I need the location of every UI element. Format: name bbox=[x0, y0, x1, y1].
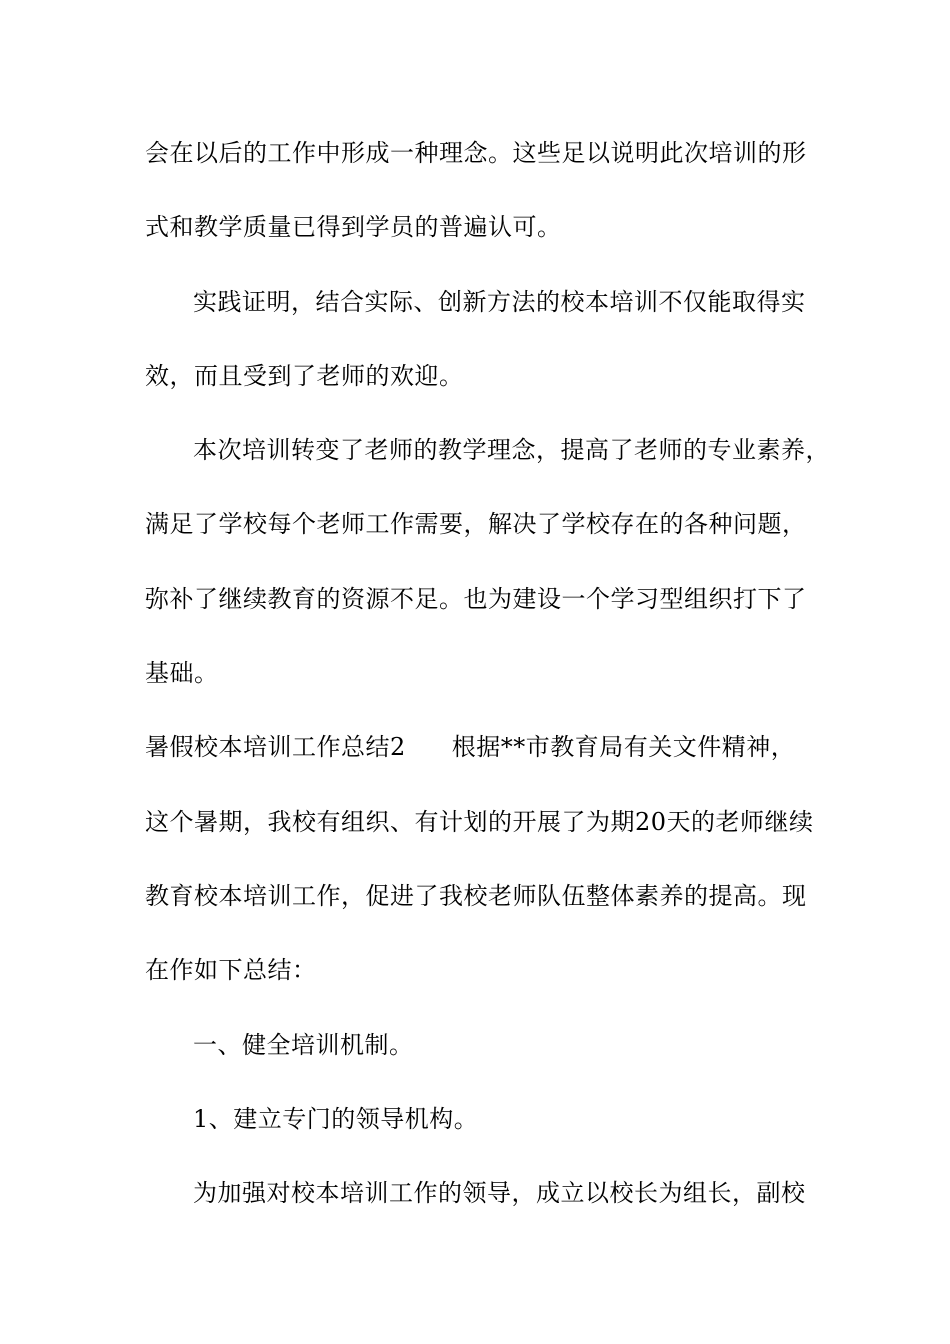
text-line: 弥补了继续教育的资源不足。也为建设一个学习型组织打下了 bbox=[145, 585, 807, 613]
text-line: 式和教学质量已得到学员的普遍认可。 bbox=[145, 213, 562, 241]
section-title: 暑假校本培训工作总结2 bbox=[145, 733, 406, 761]
paragraph-start: 本次培训转变了老师的教学理念，提高了老师的专业素养， bbox=[193, 436, 830, 464]
text-line: 满足了学校每个老师工作需要，解决了学校存在的各种问题， bbox=[145, 510, 807, 538]
paragraph-start: 为加强对校本培训工作的领导，成立以校长为组长，副校 bbox=[193, 1179, 806, 1207]
subheading: 一、健全培训机制。 bbox=[193, 1031, 414, 1059]
text-line: 在作如下总结： bbox=[145, 956, 317, 984]
text-line: 根据**市教育局有关文件精神， bbox=[451, 733, 796, 761]
paragraph-start: 实践证明，结合实际、创新方法的校本培训不仅能取得实 bbox=[193, 288, 806, 316]
text-line: 这个暑期，我校有组织、有计划的开展了为期20天的老师继续 bbox=[145, 808, 814, 836]
text-line: 会在以后的工作中形成一种理念。这些足以说明此次培训的形 bbox=[145, 139, 807, 167]
section-heading-line bbox=[145, 727, 825, 767]
text-line: 教育校本培训工作，促进了我校老师队伍整体素养的提高。现 bbox=[145, 882, 807, 910]
text-line: 基础。 bbox=[145, 659, 219, 687]
text-line: 效，而且受到了老师的欢迎。 bbox=[145, 362, 464, 390]
subheading: 1、建立专门的领导机构。 bbox=[193, 1105, 479, 1133]
